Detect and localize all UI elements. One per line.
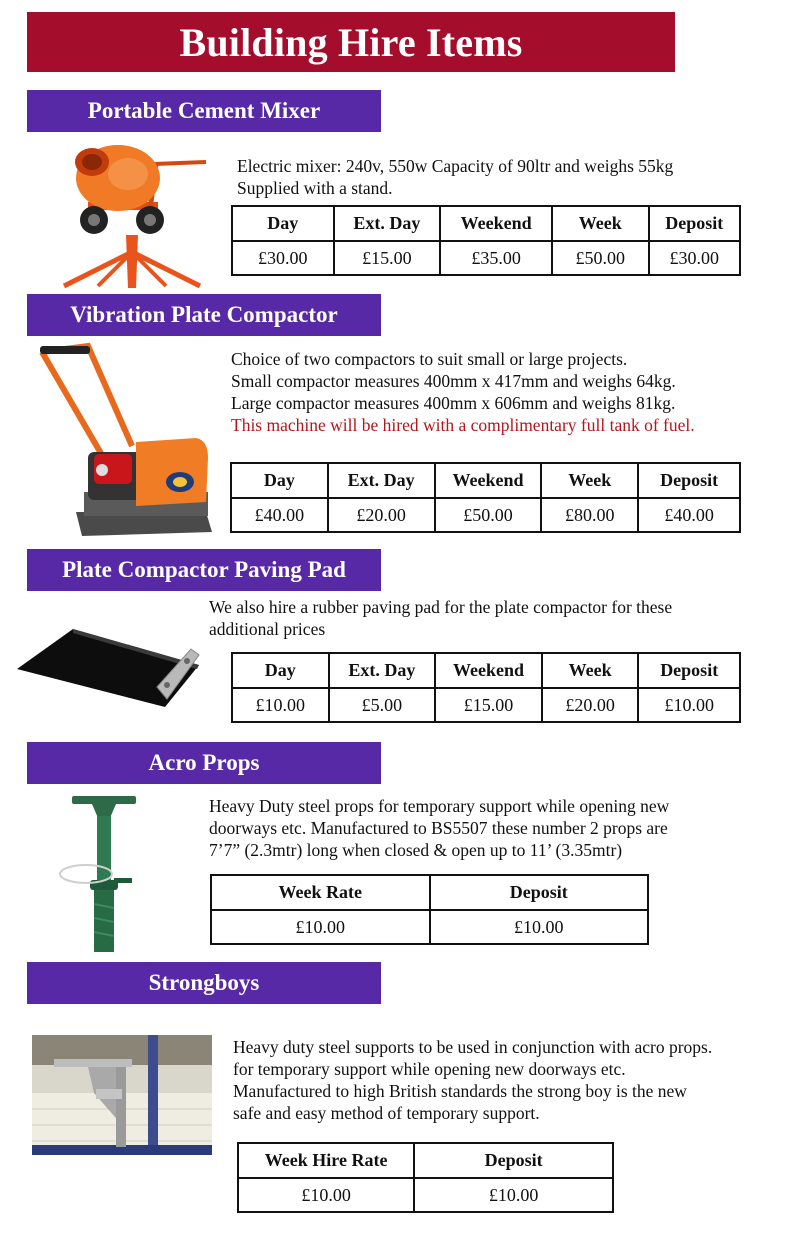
column-header: Day [231,463,328,498]
price-cell: £10.00 [430,910,649,944]
section-description-strongboys [233,1036,812,1124]
description-line: Manufactured to high British standards the strong boy is the new [233,1081,687,1101]
description-line: Heavy duty steel supports to be used in conjunction with acro props. [233,1037,713,1057]
price-table-plate-compactor [230,462,741,533]
description-line: Supplied with a stand. [237,178,393,198]
description-line: Electric mixer: 240v, 550w Capacity of 90ltr and weighs 55kg [237,156,674,176]
description-line: doorways etc. Manufactured to BS5507 these number 2 props are [209,818,668,838]
price-cell: £10.00 [414,1178,613,1212]
column-header: Week [542,653,639,688]
description-line: 7’7” (2.3mtr) long when closed & open up to 11’ (3.35mtr) [209,840,623,860]
column-header: Week Hire Rate [238,1143,414,1178]
section-description-plate-compactor [231,348,806,436]
column-header: Deposit [414,1143,613,1178]
column-header: Weekend [435,653,542,688]
column-header: Ext. Day [334,206,441,241]
description-line: Heavy Duty steel props for temporary support while opening new [209,796,670,816]
description-line: additional prices [209,619,326,639]
section-heading-paving-pad: Plate Compactor Paving Pad [27,549,381,591]
column-header: Ext. Day [329,653,436,688]
price-cell: £30.00 [649,241,740,275]
table-header-row [211,875,648,910]
price-cell: £50.00 [552,241,649,275]
description-line: Small compactor measures 400mm x 417mm and weighs 64kg. [231,371,676,391]
table-header-row [232,206,740,241]
price-table-strongboys [237,1142,614,1213]
price-cell: £20.00 [542,688,639,722]
fuel-notice: This machine will be hired with a complimentary full tank of fuel. [231,415,695,435]
description-line: Choice of two compactors to suit small or large projects. [231,349,628,369]
strongboy-image [32,1035,212,1155]
column-header: Deposit [430,875,649,910]
price-cell: £10.00 [238,1178,414,1212]
section-heading-acro-props: Acro Props [27,742,381,784]
table-row [211,910,648,944]
table-header-row [238,1143,613,1178]
paving-pad-image [15,625,201,711]
column-header: Ext. Day [328,463,435,498]
price-cell: £20.00 [328,498,435,532]
table-row [232,241,740,275]
price-cell: £15.00 [334,241,441,275]
column-header: Deposit [638,463,740,498]
price-cell: £80.00 [541,498,638,532]
section-description-cement-mixer [237,155,797,199]
table-row [231,498,740,532]
price-cell: £40.00 [231,498,328,532]
section-description-paving-pad [209,596,804,640]
description-line: Large compactor measures 400mm x 606mm and weighs 81kg. [231,393,676,413]
description-line: for temporary support while opening new doorways etc. [233,1059,626,1079]
price-cell: £40.00 [638,498,740,532]
section-heading-cement-mixer: Portable Cement Mixer [27,90,381,132]
page-title: Building Hire Items [27,12,675,72]
description-line: We also hire a rubber paving pad for the plate compactor for these [209,597,673,617]
description-line: safe and easy method of temporary support. [233,1103,540,1123]
table-row [238,1178,613,1212]
column-header: Week [552,206,649,241]
column-header: Deposit [638,653,740,688]
price-cell: £10.00 [638,688,740,722]
price-cell: £10.00 [232,688,329,722]
price-cell: £30.00 [232,241,334,275]
price-table-acro-props [210,874,649,945]
section-heading-plate-compactor: Vibration Plate Compactor [27,294,381,336]
section-description-acro-props [209,795,804,861]
price-cell: £10.00 [211,910,430,944]
column-header: Weekend [440,206,552,241]
column-header: Week [541,463,638,498]
column-header: Day [232,653,329,688]
price-cell: £50.00 [435,498,542,532]
plate-compactor-image [36,342,212,538]
column-header: Day [232,206,334,241]
column-header: Deposit [649,206,740,241]
price-cell: £35.00 [440,241,552,275]
price-cell: £15.00 [435,688,542,722]
column-header: Week Rate [211,875,430,910]
column-header: Weekend [435,463,542,498]
table-header-row [232,653,740,688]
table-row [232,688,740,722]
acro-prop-image [56,794,140,954]
price-cell: £5.00 [329,688,436,722]
price-table-cement-mixer [231,205,741,276]
cement-mixer-image [58,140,208,288]
table-header-row [231,463,740,498]
price-table-paving-pad [231,652,741,723]
section-heading-strongboys: Strongboys [27,962,381,1004]
